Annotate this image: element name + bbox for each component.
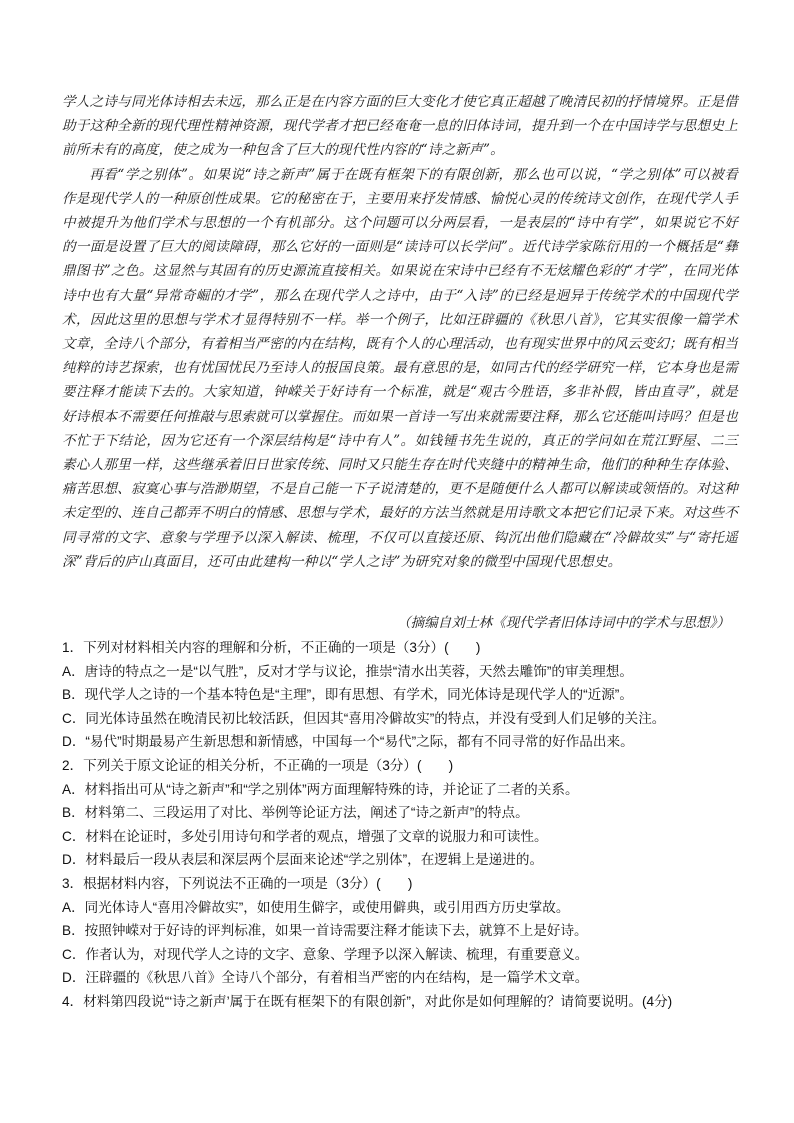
- option-a: A．同光体诗人“喜用冷僻故实”，如使用生僻字，或使用僻典，或引用西方历史掌故。: [62, 899, 570, 915]
- option-b: B．现代学人之诗的一个基本特色是“主理”，即有思想、有学术，同光体诗是现代学人的“近源”。: [62, 687, 633, 703]
- option-c: C．作者认为，对现代学人之诗的文字、意象、学理予以深入解读、梳理，有重要意义。: [62, 946, 589, 962]
- question-stem: 3．根据材料内容，下列说法不正确的一项是（3分）( ): [62, 875, 413, 891]
- question-1: [62, 636, 742, 754]
- option-d: D．“易代”时期最易产生新思想和新情感，中国每一个“易代”之际，都有不同寻常的好作品出来。: [62, 734, 634, 750]
- option-c: C．同光体诗虽然在晚清民初比较活跃，但因其“喜用冷僻故实”的特点，并没有受到人们足够的关注。: [62, 710, 666, 726]
- question-4: [62, 990, 742, 1014]
- option-d: D．材料最后一段从表层和深层两个层面来论述“学之别体”，在逻辑上是递进的。: [62, 852, 544, 868]
- question-stem: 2．下列关于原文论证的相关分析，不正确的一项是（3分）( ): [62, 757, 454, 773]
- option-a: A．唐诗的特点之一是“以气胜”，反对才学与议论，推崇“清水出芙蓉，天然去雕饰”的审美理想。: [62, 663, 633, 679]
- passage-source: （摘编自刘士林《现代学者旧体诗词中的学术与思想》）: [396, 615, 730, 631]
- option-c: C．材料在论证时，多处引用诗句和学者的观点，增强了文章的说服力和可读性。: [62, 828, 548, 844]
- passage-paragraph-1: 学人之诗与同光体诗相去未远，那么正是在内容方面的巨大变化才使它真正超越了晚清民初的抒情境界。正是借助于这种全新的现代理性精神资源，现代学者才把已经奄奄一息的旧体诗词，提升到一个在中国诗学与思想史上前所未有的高度，使之成为一种包含了巨大的现代性内容的“诗之新声”。: [62, 94, 738, 159]
- option-d: D．汪辟疆的《秋思八首》全诗八个部分，有着相当严密的内在结构，是一篇学术文章。: [62, 970, 589, 986]
- question-list: [62, 636, 742, 1014]
- question-stem: 4．材料第四段说“‘诗之新声’属于在既有框架下的有限创新”，对此你是如何理解的？请简要说明。(4分): [62, 993, 673, 1009]
- option-a: A．材料指出可从“诗之新声”和“学之别体”两方面理解特殊的诗，并论证了二者的关系。: [62, 781, 579, 797]
- question-3: [62, 872, 742, 990]
- question-stem: 1．下列对材料相关内容的理解和分析，不正确的一项是（3分）( ): [62, 640, 481, 655]
- option-b: B．材料第二、三段运用了对比、举例等论证方法，阐述了“诗之新声”的特点。: [62, 805, 529, 821]
- question-2: [62, 754, 742, 872]
- reading-passage: [62, 90, 738, 574]
- option-b: B．按照钟嵘对于好诗的评判标准，如果一首诗需要注释才能读下去，就算不上是好诗。: [62, 923, 588, 939]
- passage-paragraph-2: 再看“学之别体”。如果说“诗之新声”属于在既有框架下的有限创新，那么也可以说，“学之别体”可以被看作是现代学人的一种原创性成果。它的秘密在于，主要用来抒发情感、愉悦心灵的传统诗文创作，在现代学人手中被提升为他们学术与思想的一个有机部分。这个问题可以分两层看，一是表层的“诗中有学”，如果说它不好的一面是设置了巨大的阅读障碍，那么它好的一面则是“读诗可以长学问”。近代诗学家陈衍用的一个概括是“彝鼎图书”之色。这显然与其固有的历史源流直接相关。如果说在宋诗中已经有不无炫耀色彩的“才学”，在同光体诗中也有大量“异常奇崛的才学”，那么在现代学人之诗中，由于“入诗”的已经是迥异于传统学术的中国现代学术，因此这里的思想与学术才显得特别不一样。举一个例子，比如汪辟疆的《秋思八首》，它其实很像一篇学术文章，全诗八个部分，有着相当严密的内在结构，既有个人的心理活动，也有现实世界中的风云变幻；既有相当纯粹的诗艺探索，也有忧国忧民乃至诗人的报国良策。最有意思的是，如同古代的经学研究一样，它本身也是需要注释才能读下去的。大家知道，钟嵘关于好诗有一个标准，就是“观古今胜语，多非补假，皆由直寻”，就是好诗根本不需要任何推敲与思索就可以掌握住。而如果一首诗一写出来就需要注释，那么它还能叫诗吗？但是也不忙于下结论，因为它还有一个深层结构是“诗中有人”。如钱锺书先生说的，真正的学问如在荒江野屋、二三素心人那里一样，这些继承着旧日世家传统、同时又只能生存在时代夹缝中的精神生命，他们的种种生存体验、痛苦思想、寂寞心事与浩渺期望，不是自己能一下子说清楚的，更不是随便什么人都可以解读或领悟的。对这种未定型的、连自己都弄不明白的情感、思想与学术，最好的方法当然就是用诗歌文本把它们记录下来。对这些不同寻常的文字、意象与学理予以深入解读、梳理，不仅可以直接还原、钩沉出他们隐藏在“冷僻故实”与“寄托遥深”背后的庐山真面目，还可由此建构一种以“学人之诗”为研究对象的微型中国现代思想史。: [62, 166, 738, 570]
